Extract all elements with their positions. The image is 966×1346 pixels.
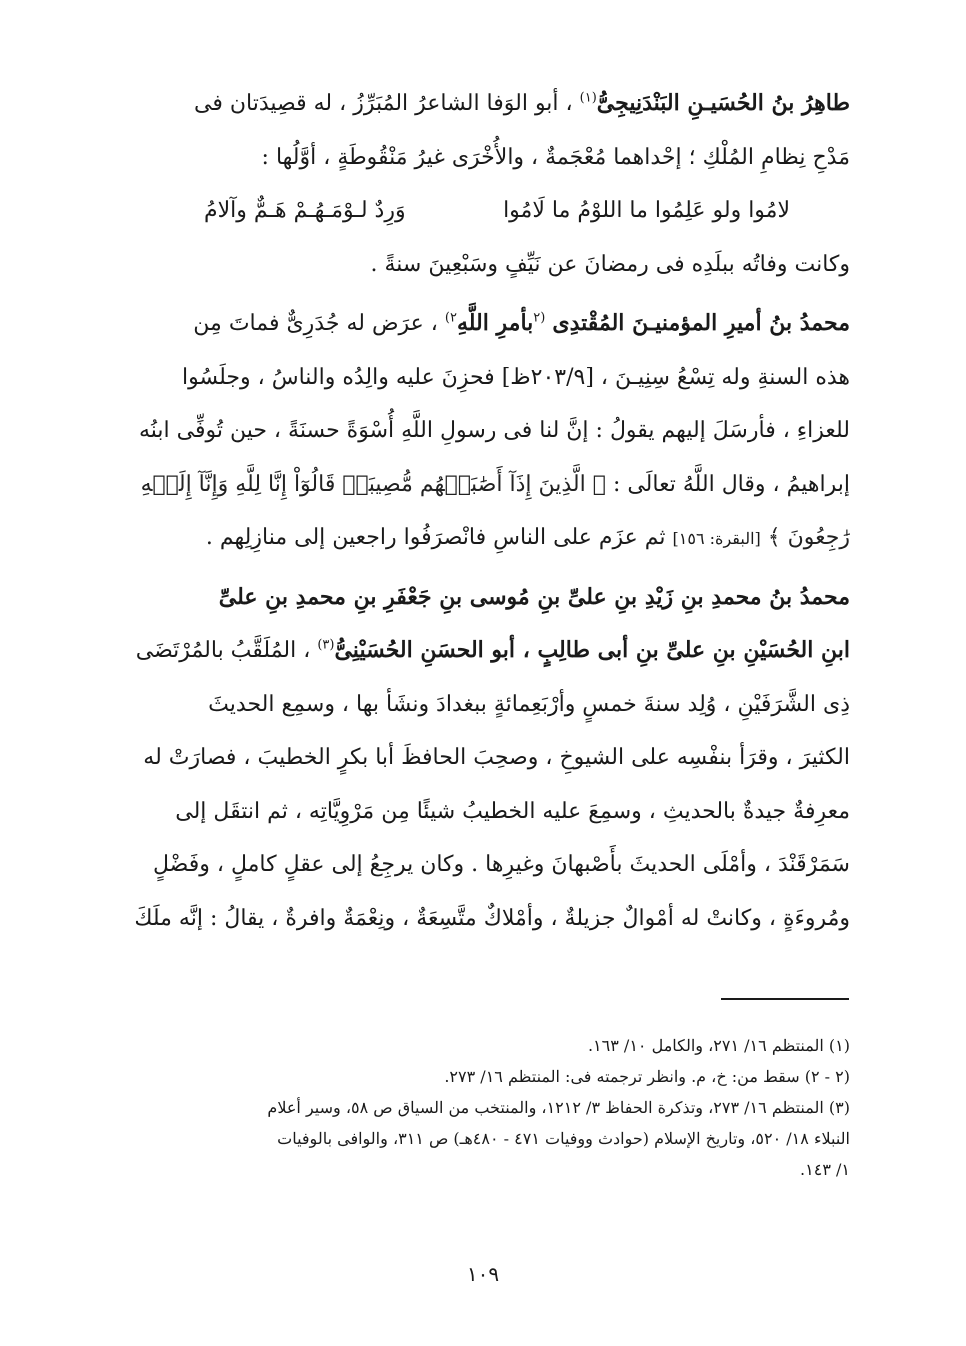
text-line xyxy=(124,511,850,565)
footnote: ١/ ١٤٣. xyxy=(800,1160,850,1179)
biography-name: طاهِرُ بنُ الحُسَيـنِ البَنْدَنِيجِىُّ xyxy=(596,90,850,116)
text-line: ذِى الشَّرَفَيْنِ ، وُلِد سنةَ خمسٍ وأرْبَعِمائةٍ ببغدادَ ونشَأ بها ، وسمِع الحديثَ xyxy=(208,691,850,717)
line-text: ثم عزَم على الناسِ فانْصرَفُوا راجعين إلى منازِلِهم . xyxy=(205,525,666,550)
verse-hemistich: لامُوا ولو عَلِمُوا ما اللوْمُ ما لَامُوا xyxy=(503,198,790,223)
text-line: مَدْحِ نِظامِ المُلْكِ ؛ إحْداهما مُعْجَمةٌ ، والأُخْرَى غيرُ مَنْقُوطَةٍ ، أوَّلُها : xyxy=(261,144,850,170)
biography-name: ابنِ الحُسَيْنِ بنِ علىِّ بنِ أبى طالِبٍ ، أبو الحسَنِ الحُسَيْنِىُّ xyxy=(334,637,850,663)
verse-hemistich: وَرِدٌ لـوْمَـهُـمْ هَـمٌّ وآلامُ xyxy=(204,198,406,223)
main-text xyxy=(124,77,850,945)
text-line: الكثيرَ ، وقرَأ بنفْسِه على الشيوخِ ، وصحِبَ الحافظَ أبا بكرٍ الخطيبَ ، فصارَتْ له xyxy=(143,745,850,770)
poem-verse xyxy=(124,184,850,238)
text-line xyxy=(124,297,850,351)
line-text: إبراهيمُ ، وقال اللَّهُ تعالَى : xyxy=(612,471,850,497)
page-number: ١٠٩ xyxy=(466,1262,500,1286)
text-line xyxy=(124,458,850,512)
quran-verse: ﴿ الَّذِينَ إِذَآ أَصَٰبَتۡهُم مُّصِيبَةٞ قَالُوٓاْ إِنَّا لِلَّهِ وَإِنَّآ إِلَيۡهِ xyxy=(140,471,606,497)
text-line xyxy=(124,624,850,678)
text-line xyxy=(124,77,850,131)
biography-name: محمدُ بنُ محمدِ بنِ زَيْدِ بنِ علىِّ بنِ مُوسى بنِ جَعْفَرِ بنِ محمدِ بنِ علىِّ xyxy=(218,583,850,610)
footnote-ref[interactable]: (١) xyxy=(579,90,597,106)
text-line: ومُروءَةٍ ، وكانتْ له أمْوالٌ جزيلةٌ ، وأمْلاكٌ متَّسِعَةٌ ، ونِعْمَةٌ وافرةٌ ، يقالُ : إنَّه ملَكَ xyxy=(134,905,850,931)
footnote-ref[interactable]: ٢) xyxy=(444,310,457,326)
text-line: معرِفةٌ جيدةٌ بالحديثِ ، وسمِعَ عليه الخطيبُ شيئًا مِن مَرْوِيَّاتِه ، ثم انتقَل إلى xyxy=(175,798,850,824)
text-line xyxy=(124,571,850,625)
footnote-divider xyxy=(721,998,849,1000)
text-line: للعزاءِ ، فأرسَلَ إليهم يقولُ : إنَّ لنا فى رسولِ اللَّهِ أُسْوَةً حسنَةً ، حين تُوفِّى ابنُه xyxy=(138,418,850,443)
footnote: (٢ - ٢) سقط من: خ، م. وانظر ترجمته فى: المنتظم ١٦/ ٢٧٣. xyxy=(444,1067,850,1086)
text-line: وكانت وفاتُه ببلَدِه فى رمضانَ عن نَيِّفٍ وسَبْعِينَ سنةً . xyxy=(370,251,850,277)
footnotes xyxy=(124,1030,850,1185)
biography-name: محمدُ بنُ أميرِ المؤمنيـنَ المُقْتدِى xyxy=(552,310,850,336)
footnote: (١) المنتظم ١٦/ ٢٧١، والكامل ١٠/ ١٦٣. xyxy=(587,1036,850,1055)
footnote: النبلاء ١٨/ ٥٢٠، وتاريخ الإسلام (حوادث ووفيات ٤٧١ - ٤٨٠هـ) ص ٣١١، والوافى بالوفيات xyxy=(277,1129,850,1148)
text-line: هذه السنةِ وله تِسْعُ سِنِيـنَ ، [٢٠٣/٩ظ] فحزِنَ عليه والِدُه والناسُ ، وجلَسُوا xyxy=(182,364,850,390)
quran-verse: رَٰجِعُونَ ﴾ xyxy=(767,525,850,550)
line-text: ، عرَض له جُدَرِىٌّ فماتَ مِن xyxy=(193,311,438,336)
biography-name-part: بأمرِ اللَّهِ xyxy=(456,310,534,336)
text-line: سَمَرْقَنْدَ ، وأمْلَى الحديثَ بأَصْبهانَ وغيرِها . وكان يرجِعُ إلى عقلٍ كاملٍ ، وفَضْلٍ xyxy=(153,852,850,877)
footnote-ref[interactable]: (٢ xyxy=(533,310,546,326)
line-text: ، المُلَقَّبُ بالمُرْتَضَى xyxy=(135,638,311,663)
quran-reference: [البقرة: ١٥٦] xyxy=(672,529,761,548)
footnote-ref[interactable]: (٣) xyxy=(317,637,335,653)
footnote: (٣) المنتظم ١٦/ ٢٧٣، وتذكرة الحفاظ ٣/ ١٢١٢، والمنتخب من السياق ص ٥٨، وسير أعلام xyxy=(267,1098,850,1117)
line-text: ، أبو الوَفا الشاعرُ المُبَرِّزُ ، له قصِيدَتان فى xyxy=(194,91,573,116)
